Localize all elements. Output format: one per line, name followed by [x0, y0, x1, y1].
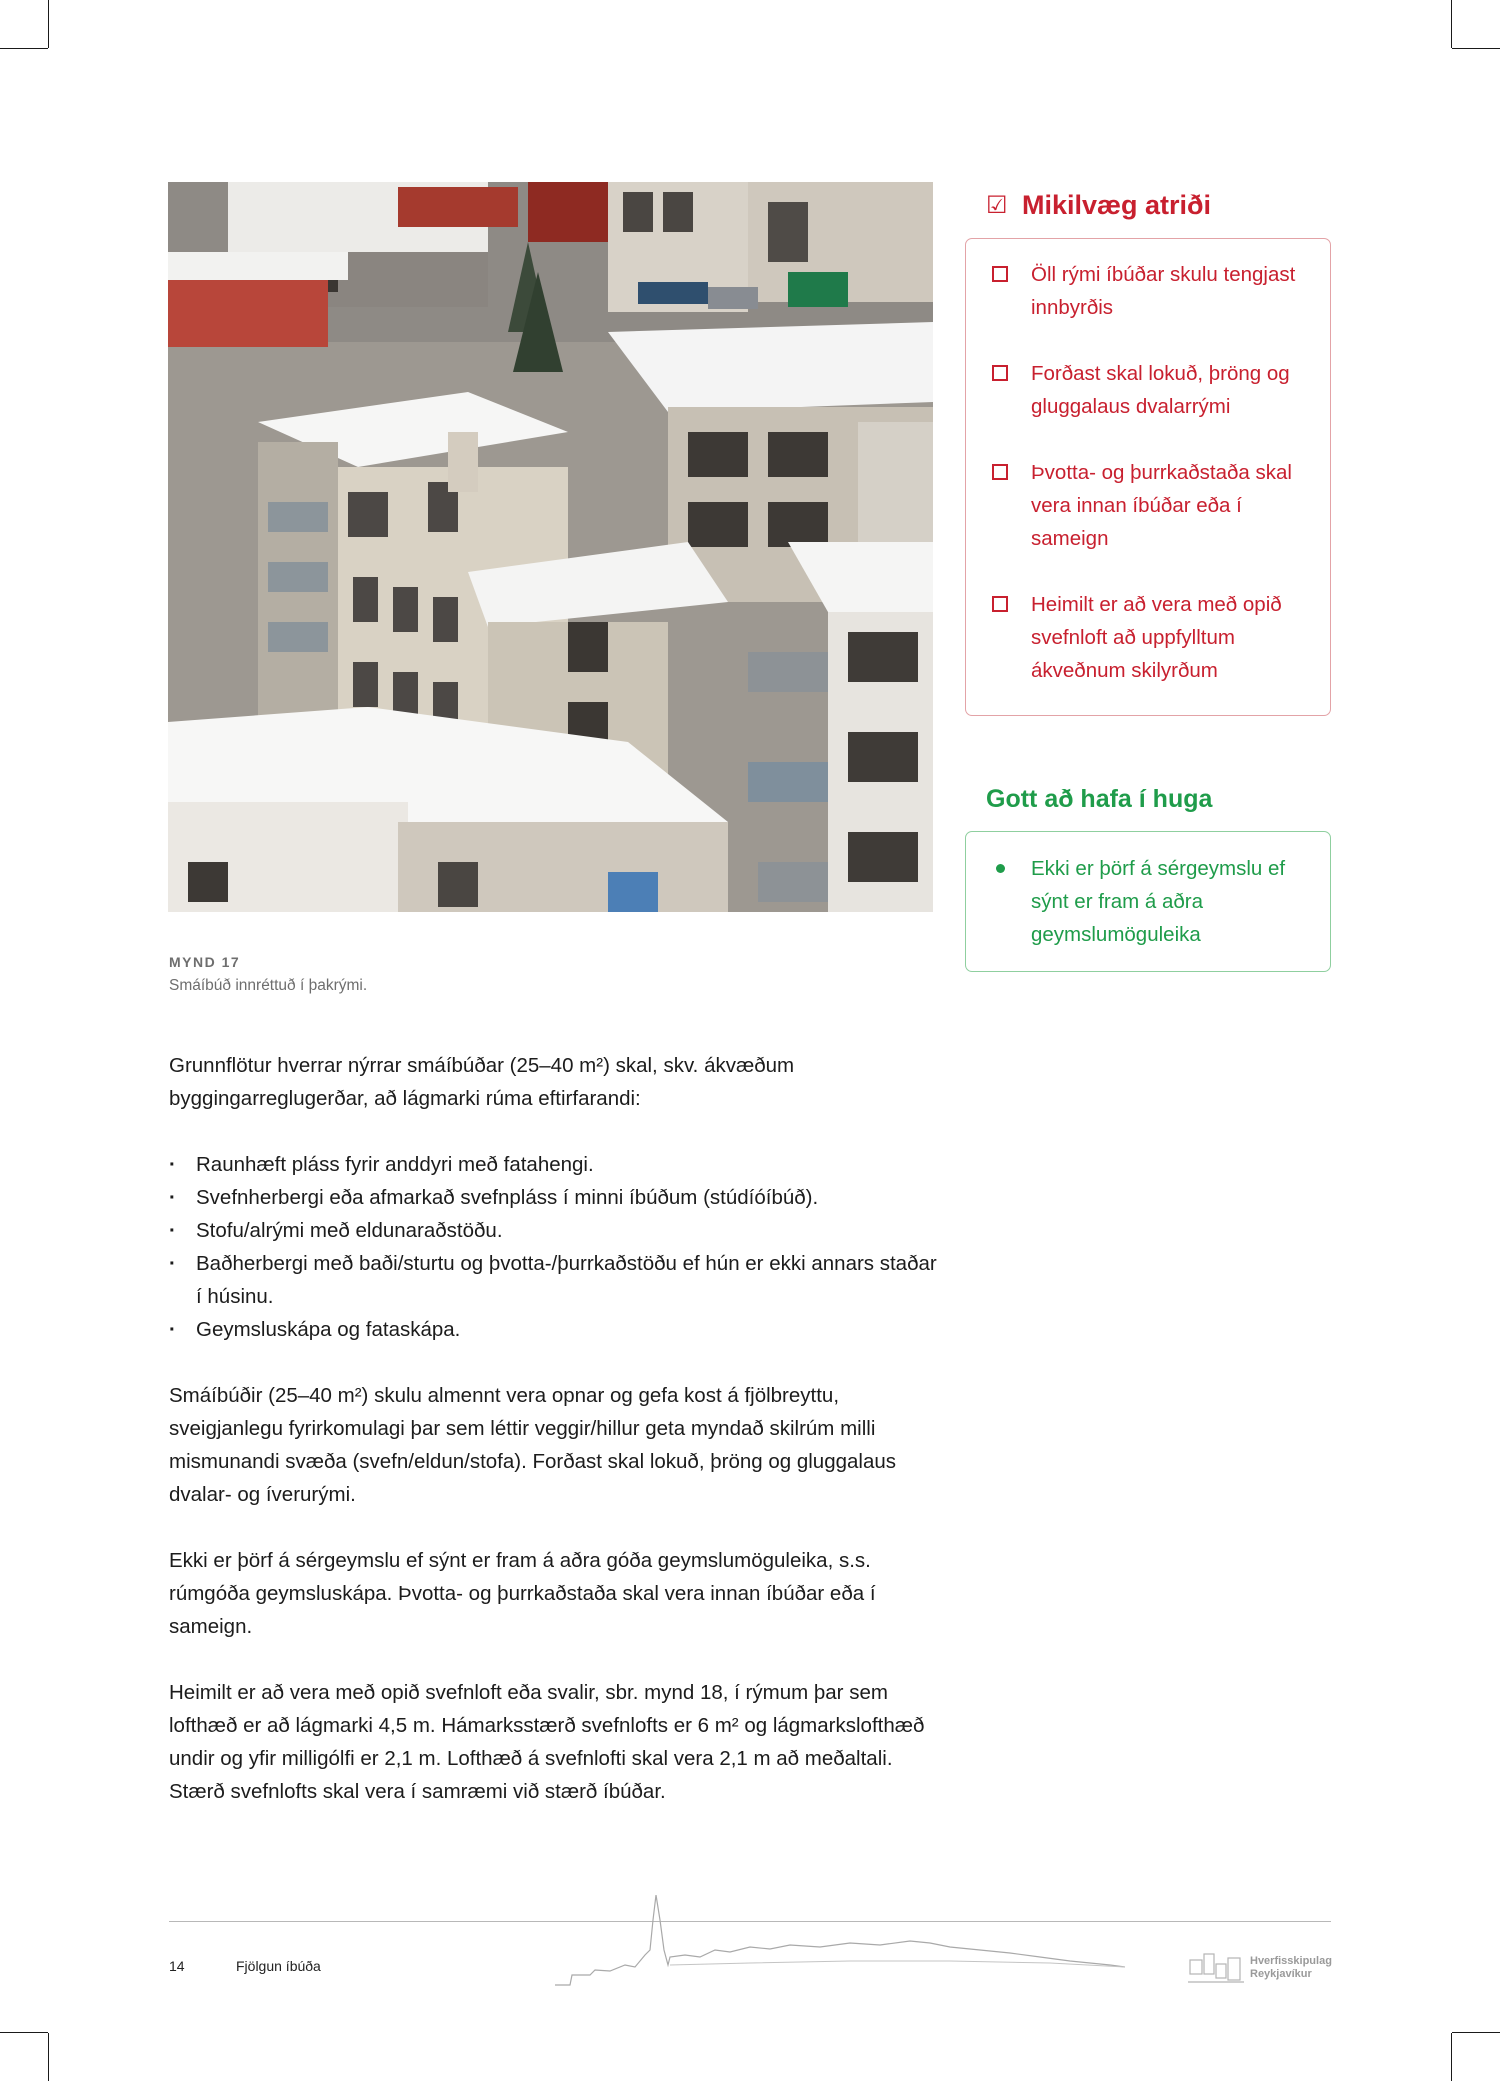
crop-mark — [0, 2032, 48, 2033]
good-to-know-box — [965, 831, 1331, 972]
body-text — [169, 1049, 939, 1841]
list-item: · Raunhæft pláss fyrir anddyri með fatahengi. — [169, 1148, 939, 1181]
good-to-know-item — [992, 852, 1322, 951]
logo-mark-icon — [1188, 1950, 1244, 1986]
paragraph: Smáíbúðir (25–40 m²) skulu almennt vera opnar og gefa kost á fjölbreyttu, sveigjanlegu fyrirkomulagi þar sem léttir veggir/hillur geta myndað skilrúm milli mismunandi svæða (svefn/eldun/stofa). Forðast skal lokuð, þröng og gluggalaus dvalar- og íverurými. — [169, 1384, 897, 1506]
intro-paragraph: Grunnflötur hverrar nýrrar smáíbúðar (25–40 m²) skal, skv. ákvæðum byggingarreglugerðar, að lágmarki rúma eftirfarandi: — [169, 1054, 795, 1110]
checkbox-icon — [992, 596, 1008, 612]
crop-mark — [48, 2033, 49, 2081]
figure-label: MYND 17 — [169, 954, 241, 970]
crop-mark — [1452, 48, 1500, 49]
important-item — [992, 456, 1322, 555]
logo-line-2: Reykjavíkur — [1250, 1968, 1312, 1980]
logo-line-1: Hverfisskipulag — [1250, 1955, 1332, 1967]
page-number: 14 — [169, 1958, 185, 1974]
crop-mark — [1452, 2032, 1500, 2033]
good-to-know-heading: Gott að hafa í huga — [986, 785, 1213, 813]
list-item: · Stofu/alrými með eldunaraðstöðu. — [169, 1214, 939, 1247]
important-heading-text: Mikilvæg atriði — [1022, 190, 1212, 220]
list-item: · Geymsluskápa og fataskápa. — [169, 1313, 939, 1346]
good-to-know-item-text: Ekki er þörf á sérgeymslu ef sýnt er fram á aðra geymslumöguleika — [1031, 857, 1286, 946]
important-box — [965, 238, 1331, 716]
important-item — [992, 588, 1322, 687]
important-item — [992, 357, 1322, 423]
document-title: Fjölgun íbúða — [236, 1958, 321, 1974]
organization-logo — [1188, 1950, 1332, 1986]
list-item: · Svefnherbergi eða afmarkað svefnpláss í minni íbúðum (stúdíóíbúð). — [169, 1181, 939, 1214]
important-item-text: Forðast skal lokuð, þröng og gluggalaus dvalarrými — [1031, 362, 1290, 418]
important-item-text: Þvotta- og þurrkaðstaða skal vera innan íbúðar eða í sameign — [1031, 461, 1292, 550]
important-item-text: Öll rými íbúðar skulu tengjast innbyrðis — [1031, 263, 1296, 319]
snowy-buildings-illustration — [168, 182, 933, 912]
bullet-dot-icon — [996, 864, 1005, 873]
paragraph: Ekki er þörf á sérgeymslu ef sýnt er fram á aðra góða geymslumöguleika, s.s. rúmgóða geymsluskápa. Þvotta- og þurrkaðstaða skal vera innan íbúðar eða í sameign. — [169, 1549, 876, 1638]
city-skyline-icon — [550, 1895, 1130, 1990]
figure-caption: Smáíbúð innréttuð í þakrými. — [169, 977, 368, 994]
crop-mark — [48, 0, 49, 48]
crop-mark — [1451, 2033, 1452, 2081]
figure-photo — [168, 182, 933, 912]
requirements-list — [169, 1148, 939, 1346]
paragraph: Heimilt er að vera með opið svefnloft eða svalir, sbr. mynd 18, í rýmum þar sem lofthæð er að lágmarki 4,5 m. Hámarksstærð svefnlofts er 6 m² og lágmarkslofthæð undir og yfir milligólfi er 2,1 m. Lofthæð á svefnlofti skal vera 2,1 m að meðaltali. Stærð svefnlofts skal vera í samræmi við stærð íbúðar. — [169, 1681, 925, 1803]
important-heading — [986, 190, 1211, 221]
checkbox-icon — [992, 464, 1008, 480]
checkbox-icon — [992, 266, 1008, 282]
checkbox-icon — [992, 365, 1008, 381]
crop-mark — [1451, 0, 1452, 48]
checkbox-checked-icon: ☑ — [986, 192, 1008, 219]
important-item — [992, 258, 1322, 324]
logo-text — [1250, 1955, 1332, 1981]
important-item-text: Heimilt er að vera með opið svefnloft að uppfylltum ákveðnum skilyrðum — [1031, 593, 1282, 682]
list-item: · Baðherbergi með baði/sturtu og þvotta-/þurrkaðstöðu ef hún er ekki annars staðar í húsinu. — [169, 1247, 939, 1313]
crop-mark — [0, 48, 48, 49]
